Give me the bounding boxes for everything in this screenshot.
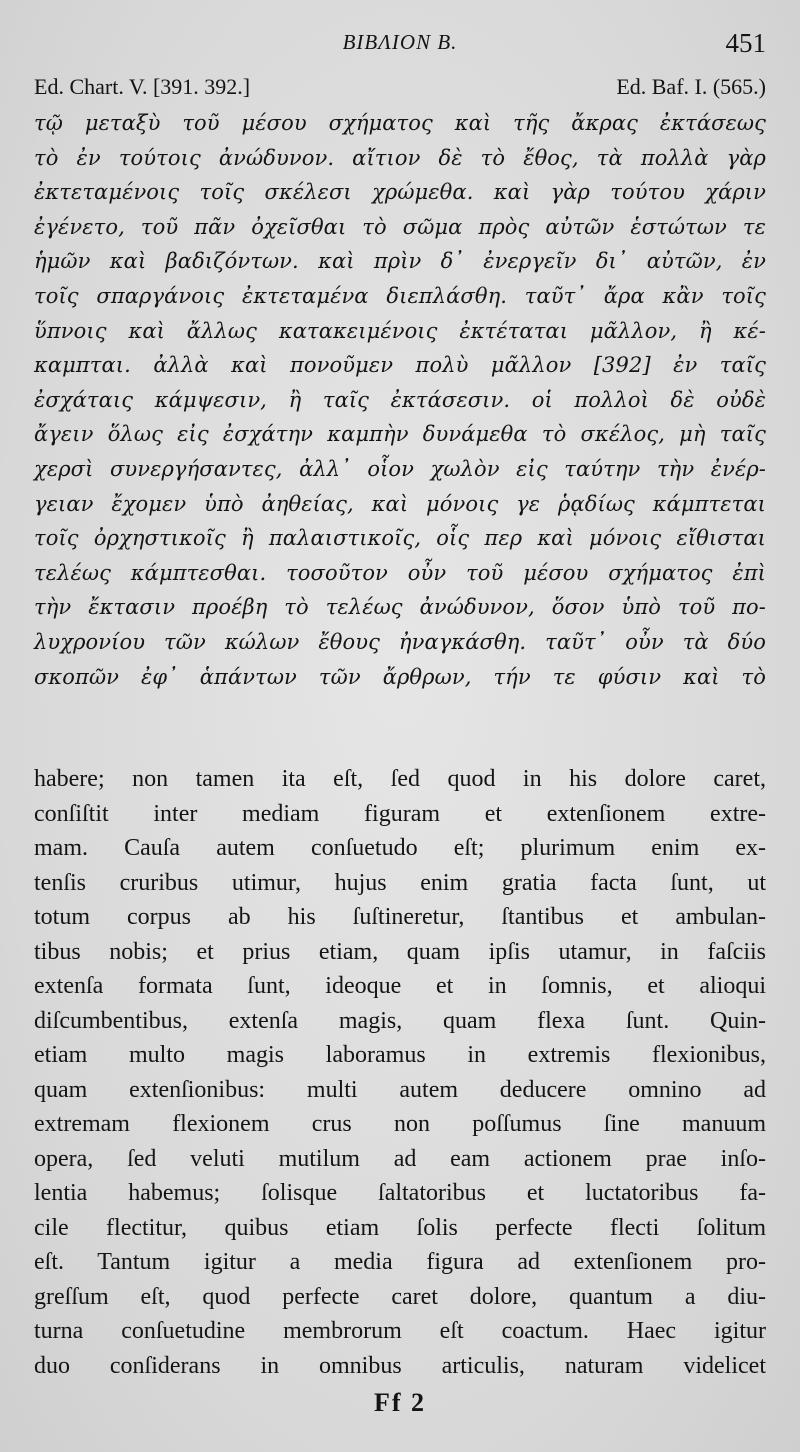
greek-text-line: γειαν ἔχομεν ὑπὸ ἀηθείας, καὶ μόνοις γε ῥᾳδίως κάμπτεται (34, 491, 766, 516)
greek-text-line: τοῖς σπαργάνοις ἐκτεταμένα διεπλάσθη. ταῦτ᾽ ἄρα κἂν τοῖς (34, 283, 766, 308)
greek-text-line: ἐκτεταμένοις τοῖς σκέλεσι χρώμεθα. καὶ γὰρ τούτου χάριν (34, 180, 766, 205)
latin-text-line: lentia habemus; ſolisque ſaltatoribus et luctatoribus fa- (34, 1180, 766, 1206)
latin-text-line: extremam flexionem crus non poſſumus ſine manuum (34, 1111, 766, 1137)
greek-text-line: τὸ ἐν τούτοις ἀνώδυνον. αἴτιον δὲ τὸ ἔθος, τὰ πολλὰ γὰρ (34, 145, 766, 170)
greek-text-line: τοῖς ὀρχηστικοῖς ἢ παλαιστικοῖς, οἷς περ καὶ μόνοις εἴθισται (34, 526, 766, 551)
greek-text-block (34, 106, 766, 694)
latin-text-line: etiam multo magis laboramus in extremis flexionibus, (34, 1042, 766, 1068)
latin-text-line: diſcumbentibus, extenſa magis, quam flexa ſunt. Quin- (34, 1007, 766, 1034)
latin-text-line: turna conſuetudine membrorum eſt coactum. Haec igitur (34, 1318, 766, 1344)
printer-signature-mark: Ff 2 (373, 1388, 427, 1417)
greek-text-line: ἐγένετο, τοῦ πᾶν ὀχεῖσθαι τὸ σῶμα πρὸς αὐτῶν ἑστώτων τε (34, 214, 766, 239)
latin-text-line: extenſa formata ſunt, ideoque et in ſomnis, et alioqui (34, 973, 766, 999)
latin-text-line: tibus nobis; et prius etiam, quam ipſis utamur, in faſciis (34, 938, 766, 965)
edition-reference-line (34, 74, 766, 102)
latin-text-line: greſſum eſt, quod perfecte caret dolore, quantum a diu- (34, 1283, 766, 1310)
latin-text-line: quam extenſionibus: multi autem deducere omnino ad (34, 1076, 766, 1103)
latin-text-line: eſt. Tantum igitur a media figura ad extenſionem pro- (34, 1249, 766, 1275)
latin-text-line: habere; non tamen ita eſt, ſed quod in his dolore caret, (34, 766, 766, 792)
latin-text-line: cile flectitur, quibus etiam ſolis perfecte flecti ſolitum (34, 1214, 766, 1241)
latin-text-line: tenſis cruribus utimur, hujus enim gratia facta ſunt, ut (34, 869, 766, 896)
greek-text-line: ἡμῶν καὶ βαδιζόντων. καὶ πρὶν δ᾽ ἐνεργεῖν δι᾽ αὐτῶν, ἐν (34, 249, 766, 274)
greek-text-line: ὕπνοις καὶ ἄλλως κατακειμένοις ἐκτέταται μᾶλλον, ἢ κέ- (34, 318, 766, 343)
running-title: ΒΙΒΛΙΟΝ Β. (342, 30, 458, 54)
edition-chartier-reference: Ed. Chart. V. [391. 392.] (34, 74, 251, 99)
latin-text-line: mam. Cauſa autem conſuetudo eſt; plurimum enim ex- (34, 835, 766, 861)
latin-text-line: conſiſtit inter mediam figuram et extenſionem extre- (34, 800, 766, 827)
latin-text-line: opera, ſed veluti mutilum ad eam actionem prae inſo- (34, 1145, 766, 1172)
greek-text-line: τὴν ἔκτασιν προέβη τὸ τελέως ἀνώδυνον, ὅσον ὑπὸ τοῦ πο- (34, 595, 766, 620)
edition-basel-reference: Ed. Baf. I. (565.) (616, 74, 766, 99)
page-number: 451 (725, 28, 766, 58)
greek-text-line: ἄγειν ὅλως εἰς ἐσχάτην καμπὴν δυνάμεθα τὸ σκέλος, μὴ ταῖς (34, 422, 766, 447)
running-head (0, 24, 800, 60)
greek-text-line: λυχρονίου τῶν κώλων ἔθους ἠναγκάσθη. ταῦτ᾽ οὖν τὰ δύο (34, 629, 766, 654)
latin-text-block (34, 762, 766, 1383)
greek-text-line: τελέως κάμπτεσθαι. τοσοῦτον οὖν τοῦ μέσου σχήματος ἐπὶ (34, 560, 766, 585)
latin-text-line: duo conſiderans in omnibus articulis, naturam videlicet (34, 1352, 766, 1379)
greek-text-line: καμπται. ἀλλὰ καὶ πονοῦμεν πολὺ μᾶλλον [392] ἐν ταῖς (34, 353, 766, 378)
latin-text-line: totum corpus ab his ſuſtineretur, ſtantibus et ambulan- (34, 904, 766, 930)
greek-text-line: ἐσχάταις κάμψεσιν, ἢ ταῖς ἐκτάσεσιν. οἱ πολλοὶ δὲ οὐδὲ (34, 387, 766, 412)
greek-text-line: χερσὶ συνεργήσαντες, ἀλλ᾽ οἷον χωλὸν εἰς ταύτην τὴν ἐνέρ- (34, 456, 766, 481)
greek-text-line: τῷ μεταξὺ τοῦ μέσου σχήματος καὶ τῆς ἄκρας ἐκτάσεως (34, 111, 766, 135)
greek-text-line: σκοπῶν ἐφ᾽ ἁπάντων τῶν ἄρθρων, τήν τε φύσιν καὶ τὸ (34, 664, 766, 689)
